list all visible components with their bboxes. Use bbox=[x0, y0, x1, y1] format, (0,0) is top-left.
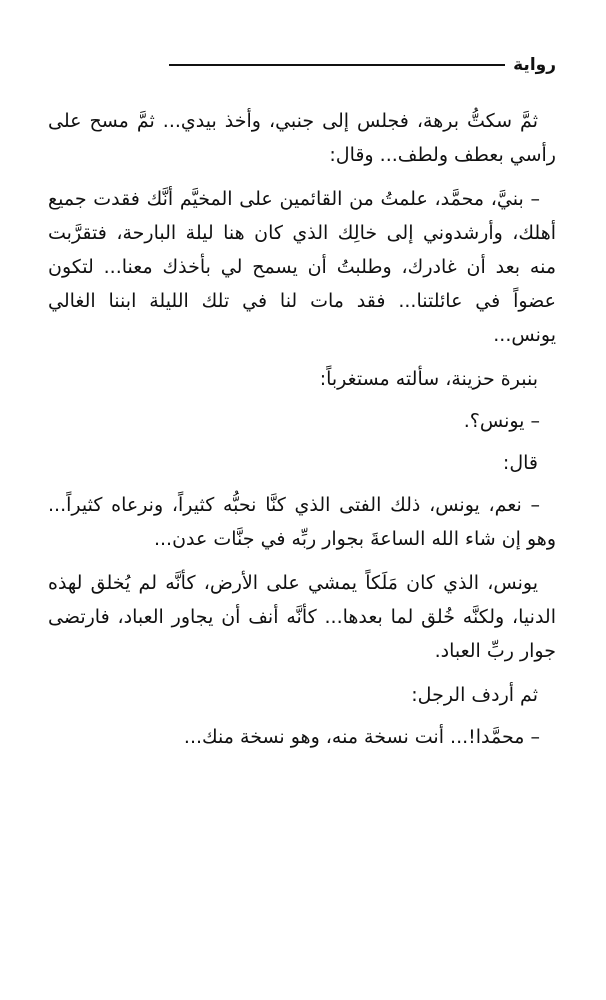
paragraph-6: – نعم، يونس، ذلك الفتى الذي كنَّا نحبُّه كثيراً، ونرعاه كثيراً... وهو إن شاء الله الساعةَ بجوار ربِّه في جنَّات عدن... bbox=[48, 494, 556, 550]
page-body bbox=[48, 104, 556, 764]
paragraph-8: ثم أردف الرجل: bbox=[411, 684, 538, 706]
header-title: رواية bbox=[513, 55, 556, 75]
paragraph-2: – بنيَّ، محمَّد، علمتُ من القائمين على المخيَّم أنَّك فقدت جميع أهلك، وأرشدوني إلى خالِك الذي كان هنا ليلة البارحة، فتقرَّبت منه بعد أن غادرك، وطلبتُ أن يسمح لي بأخذك معنا... لتكون عضواً في عائلتنا... فقد مات لنا في تلك الليلة ابننا الغالي يونس... bbox=[48, 188, 556, 346]
running-header bbox=[48, 52, 556, 78]
header-rule bbox=[169, 64, 505, 66]
paragraph-1: ثمَّ سكتُّ برهة، فجلس إلى جنبي، وأخذ بيدي... ثمَّ مسح على رأسي بعطف ولطف... وقال: bbox=[48, 110, 556, 166]
paragraph-7: يونس، الذي كان مَلَكاً يمشي على الأرض، كأنَّه لم يُخلق لهذه الدنيا، ولكنَّه خُلق لما بعدها... كأنَّه أنف أن يجاور العباد، فارتضى جوار ربِّ العباد. bbox=[48, 572, 556, 662]
paragraph-9: – محمَّدا!... أنت نسخة منه، وهو نسخة منك... bbox=[183, 726, 540, 748]
paragraph-5: قال: bbox=[502, 452, 538, 474]
paragraph-4: – يونس؟. bbox=[463, 410, 540, 432]
paragraph-3: بنبرة حزينة، سألته مستغرباً: bbox=[319, 368, 538, 390]
